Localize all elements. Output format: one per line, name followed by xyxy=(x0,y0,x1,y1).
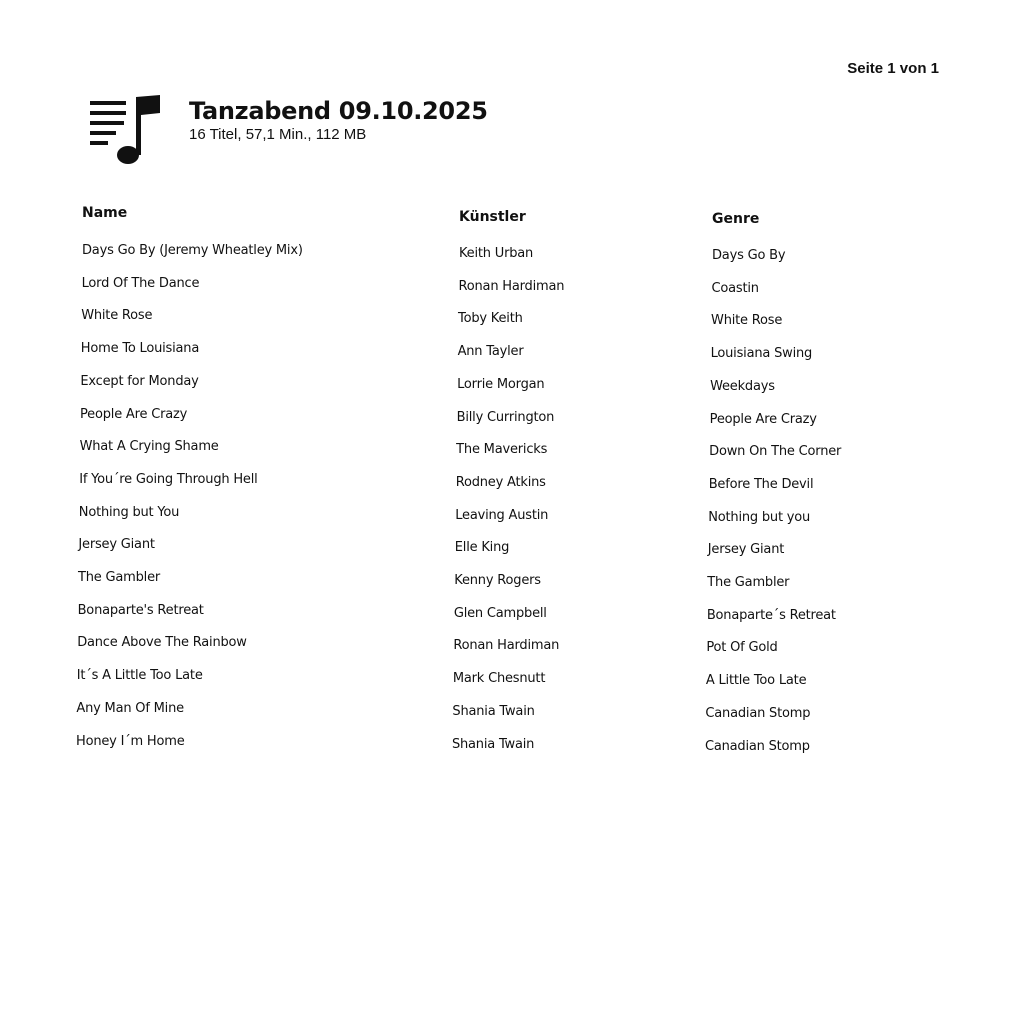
track-artist: Ronan Hardiman xyxy=(458,278,565,294)
track-name: Jersey Giant xyxy=(78,537,155,553)
track-artist: Keith Urban xyxy=(459,246,534,261)
track-artist: The Mavericks xyxy=(456,442,548,458)
track-artist: Leaving Austin xyxy=(455,507,549,523)
track-name: Except for Monday xyxy=(80,373,199,389)
track-genre: Pot Of Gold xyxy=(706,640,778,656)
track-name: Home To Louisiana xyxy=(80,341,200,357)
track-genre: Nothing but you xyxy=(708,509,811,525)
track-name: What A Crying Shame xyxy=(79,439,219,455)
track-genre: The Gambler xyxy=(707,575,790,590)
track-name: Dance Above The Rainbow xyxy=(77,635,247,651)
track-name: Days Go By (Jeremy Wheatley Mix) xyxy=(82,243,303,258)
track-genre: Jersey Giant xyxy=(707,542,785,558)
document-header xyxy=(88,95,488,167)
track-genre: Weekdays xyxy=(710,378,775,394)
column-header-artist: Künstler xyxy=(459,209,526,225)
track-name: Lord Of The Dance xyxy=(81,275,200,291)
track-name: The Gambler xyxy=(78,570,161,585)
track-artist: Billy Currington xyxy=(456,409,555,425)
track-artist: Mark Chesnutt xyxy=(452,671,546,687)
track-genre: Bonaparte´s Retreat xyxy=(706,607,836,623)
playlist-summary: 16 Titel, 57,1 Min., 112 MB xyxy=(189,126,367,143)
track-artist: Shania Twain xyxy=(452,703,535,719)
header-text xyxy=(189,95,488,143)
track-artist: Elle King xyxy=(454,540,510,556)
track-artist: Rodney Atkins xyxy=(455,474,546,490)
track-name: If You´re Going Through Hell xyxy=(79,471,258,487)
track-artist: Ronan Hardiman xyxy=(453,638,560,654)
track-name: White Rose xyxy=(81,308,153,324)
track-genre: A Little Too Late xyxy=(705,673,807,689)
track-genre: Before The Devil xyxy=(708,476,814,492)
playlist-title: Tanzabend 09.10.2025 xyxy=(189,97,488,125)
track-genre: Canadian Stomp xyxy=(705,705,811,721)
track-name: Honey I´m Home xyxy=(76,733,185,749)
track-name: Bonaparte's Retreat xyxy=(77,602,204,618)
track-name: People Are Crazy xyxy=(80,406,188,422)
track-genre: Louisiana Swing xyxy=(710,346,813,362)
page-number: Seite 1 von 1 xyxy=(847,60,939,77)
track-genre: Days Go By xyxy=(712,248,786,263)
track-artist: Glen Campbell xyxy=(453,605,547,621)
track-name: It´s A Little Too Late xyxy=(76,668,203,684)
track-artist: Ann Tayler xyxy=(457,344,524,360)
track-artist: Toby Keith xyxy=(458,311,523,327)
track-name: Any Man Of Mine xyxy=(76,700,184,716)
track-genre: People Are Crazy xyxy=(709,411,817,427)
track-genre: Canadian Stomp xyxy=(704,738,810,754)
track-genre: White Rose xyxy=(711,313,783,329)
column-header-name: Name xyxy=(82,205,128,221)
column-header-genre: Genre xyxy=(712,211,760,227)
track-artist: Shania Twain xyxy=(451,736,535,752)
track-name: Nothing but You xyxy=(78,504,180,520)
playlist-music-icon xyxy=(88,95,164,167)
track-artist: Lorrie Morgan xyxy=(457,376,545,392)
track-genre: Down On The Corner xyxy=(709,444,842,460)
track-genre: Coastin xyxy=(711,280,759,296)
track-artist: Kenny Rogers xyxy=(454,573,541,588)
